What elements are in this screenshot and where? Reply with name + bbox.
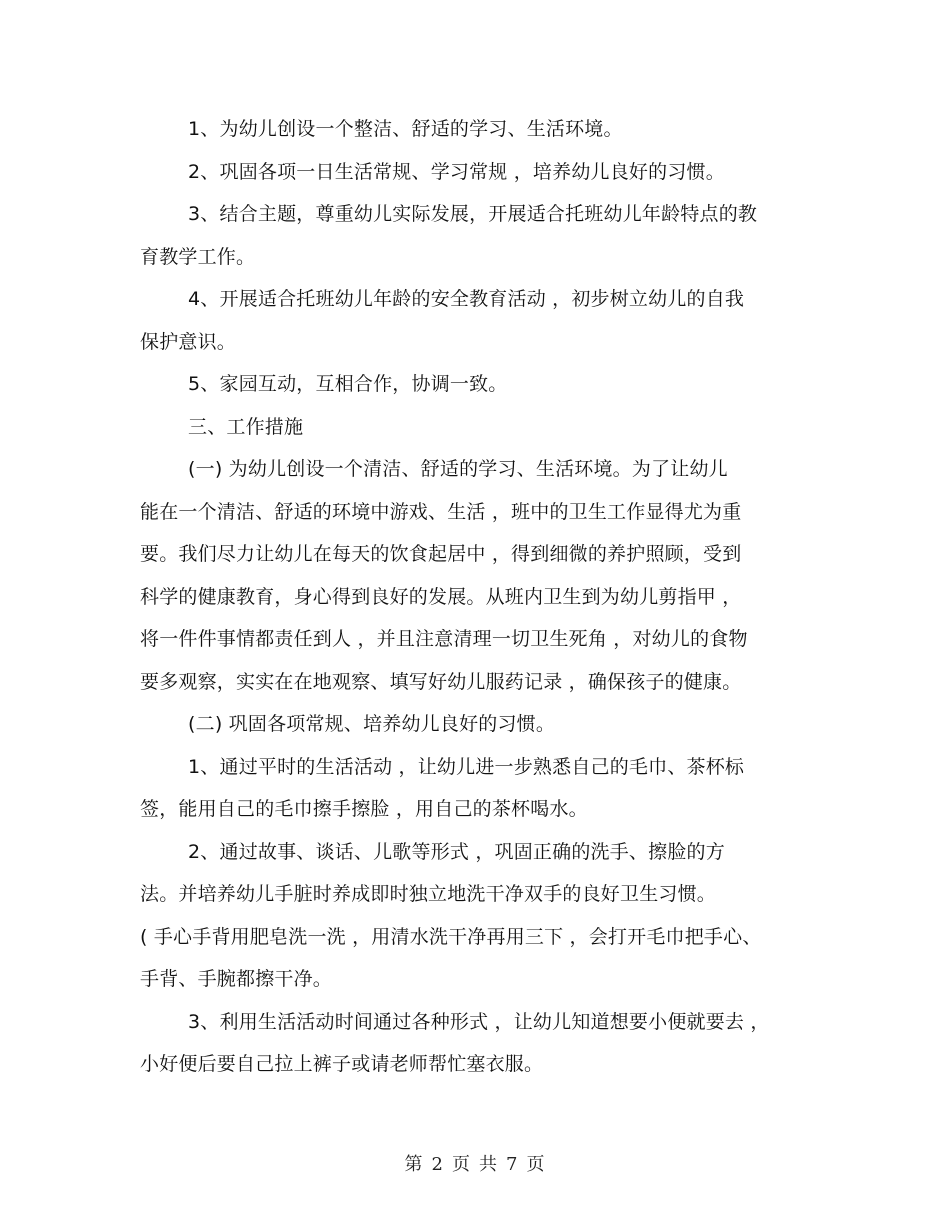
footer-total-prefix: 共: [479, 1154, 498, 1175]
paragraph-line: 要多观察，实实在在地观察、填写好幼儿服药记录 ，确保孩子的健康。: [140, 670, 742, 693]
document-body: [140, 108, 810, 1086]
paragraph-line: 手背、手腕都擦干净。: [140, 968, 333, 990]
paragraph-line: 1、通过平时的生活活动 ，让幼儿进一步熟悉自己的毛巾、茶杯标: [188, 755, 745, 778]
paragraph-line: 保护意识。: [140, 330, 237, 353]
section-heading: 三、工作措施: [188, 415, 304, 438]
page-footer: [0, 1150, 950, 1176]
paragraph-line: 3、结合主题，尊重幼儿实际发展，开展适合托班幼儿年龄特点的教: [188, 203, 758, 225]
paragraph-line: 育教学工作。: [140, 245, 256, 268]
paragraph-line: 2、通过故事、谈话、儿歌等形式 ，巩固正确的洗手、擦脸的方: [188, 840, 725, 863]
paragraph-line: 法。并培养幼儿手脏时养成即时独立地洗干净双手的良好卫生习惯。: [140, 883, 717, 905]
paragraph-line: ( 手心手背用肥皂洗一洗 ，用清水洗干净再用三下 ，会打开毛巾把手心、: [140, 925, 762, 948]
paragraph-line: 小好便后要自己拉上裤子或请老师帮忙塞衣服。: [140, 1053, 544, 1075]
paragraph-line: 签，能用自己的毛巾擦手擦脸 ，用自己的茶杯喝水。: [140, 798, 588, 820]
footer-prefix: 第: [404, 1154, 424, 1175]
subsection-heading: (二) 巩固各项常规、培养幼儿良好的习惯。: [188, 713, 556, 735]
footer-current-page: 2: [431, 1154, 444, 1175]
paragraph-line: 5、家园互动，互相合作，协调一致。: [188, 373, 508, 395]
footer-total-pages: 7: [506, 1154, 519, 1175]
paragraph-line: 将一件件事情都责任到人 ，并且注意清理一切卫生死角 ，对幼儿的食物: [140, 628, 748, 650]
paragraph-line: 要。我们尽力让幼儿在每天的饮食起居中 ，得到细微的养护照顾，受到: [140, 543, 742, 565]
paragraph-line: (一) 为幼儿创设一个清洁、舒适的学习、生活环境。为了让幼儿: [188, 458, 728, 480]
paragraph-line: 4、开展适合托班幼儿年龄的安全教育活动 ，初步树立幼儿的自我: [188, 288, 745, 310]
paragraph-line: 1、为幼儿创设一个整洁、舒适的学习、生活环境。: [188, 118, 623, 140]
footer-suffix: 页: [526, 1154, 546, 1175]
paragraph-line: 2、巩固各项一日生活常规、学习常规 ，培养幼儿良好的习惯。: [188, 160, 725, 183]
paragraph-line: 科学的健康教育，身心得到良好的发展。从班内卫生到为幼儿剪指甲 ，: [140, 585, 742, 608]
paragraph-line: 3、利用生活活动时间通过各种形式 ，让幼儿知道想要小便就要去 ，: [188, 1010, 770, 1033]
footer-page-word: 页: [452, 1154, 471, 1175]
paragraph-line: 能在一个清洁、舒适的环境中游戏、生活 ，班中的卫生工作显得尤为重: [140, 500, 742, 523]
